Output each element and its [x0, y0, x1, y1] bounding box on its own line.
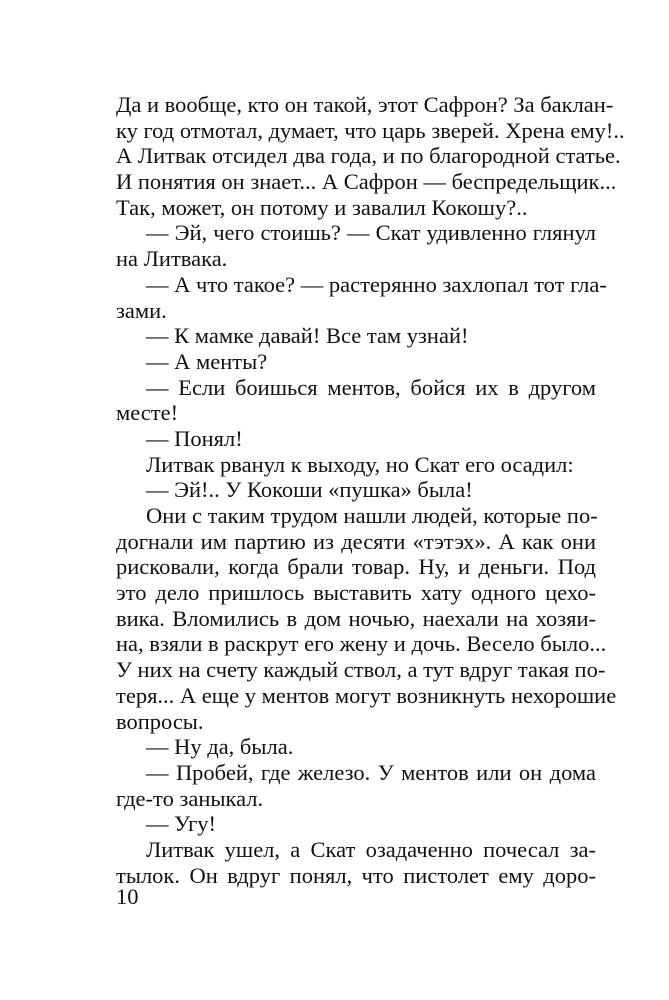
- text-line: У них на счету каждый ствол, а тут вдруг такая по-: [116, 657, 606, 683]
- text-line: месте!: [116, 400, 179, 426]
- text-line: — Эй!.. У Кокоши «пушка» была!: [146, 477, 473, 503]
- text-line: теря... А еще у ментов могут возникнуть нехорошие: [116, 682, 617, 708]
- text-line: Литвак ушел, а Скат озадаченно почесал за-: [146, 836, 596, 862]
- text-line: вопросы.: [116, 708, 204, 734]
- text-line: тылок. Он вдруг понял, что пистолет ему доро-: [116, 862, 596, 888]
- text-line: догнали им партию из десяти «тэтэх». А как они: [116, 528, 596, 554]
- text-line: Они с таким трудом нашли людей, которые по-: [146, 503, 598, 528]
- text-line: — Ну да, была.: [146, 734, 294, 760]
- text-line: зами.: [116, 297, 167, 323]
- text-line: Литвак рванул к выходу, но Скат его осадил:: [146, 451, 574, 477]
- text-line: ку год отмотал, думает, что царь зверей. Хрена ему!..: [116, 117, 625, 143]
- text-line: — Угу!: [146, 811, 217, 837]
- text-line: — А что такое? — растерянно захлопал тот гла-: [146, 271, 607, 297]
- text-line: — К мамке давай! Все там узнай!: [146, 323, 469, 349]
- text-line: И понятия он знает... А Сафрон — беспредельщик...: [116, 169, 617, 195]
- text-line: это дело пришлось выставить хату одного цехо-: [116, 580, 596, 606]
- text-line: — Если боишься ментов, бойся их в другом: [146, 374, 596, 400]
- text-line: рисковали, когда брали товар. Ну, и деньги. Под: [116, 554, 596, 580]
- text-line: где-то заныкал.: [116, 785, 264, 811]
- text-line: Так, может, он потому и завалил Кокошу?..: [116, 194, 528, 220]
- text-line: — А менты?: [146, 348, 268, 374]
- text-line: А Литвак отсидел два года, и по благородной статье.: [116, 143, 621, 169]
- text-line: Да и вообще, кто он такой, этот Сафрон? За баклан-: [116, 92, 614, 117]
- text-line: на Литвака.: [116, 246, 228, 272]
- text-line: вика. Вломились в дом ночью, наехали на хозяи-: [116, 605, 596, 631]
- text-line: — Понял!: [146, 425, 243, 451]
- text-line: — Пробей, где железо. У ментов или он дома: [146, 759, 596, 785]
- body-text: [116, 92, 625, 888]
- text-line: — Эй, чего стоишь? — Скат удивленно глянул: [146, 220, 596, 246]
- page-number: 10: [116, 884, 139, 909]
- text-line: на, взяли в раскрут его жену и дочь. Весело было...: [116, 631, 607, 657]
